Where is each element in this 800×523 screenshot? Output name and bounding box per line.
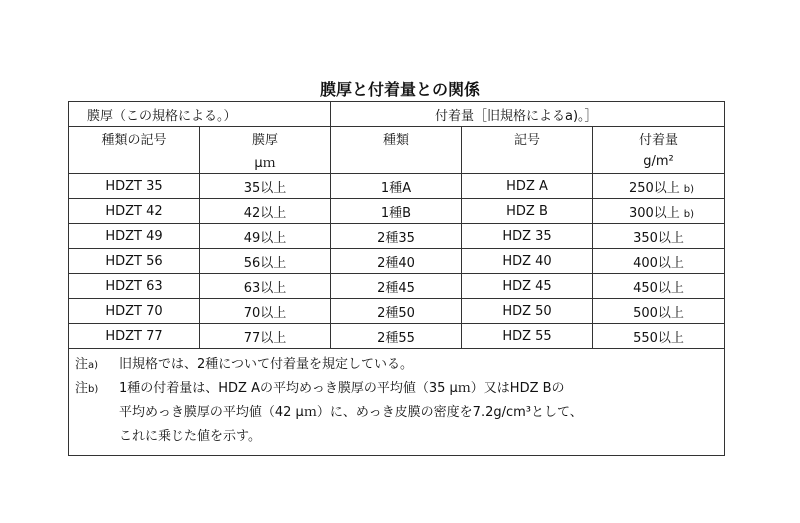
cell-thickness-value: 56以上 bbox=[243, 255, 287, 271]
cell-thickness bbox=[200, 174, 331, 199]
cell-old-type bbox=[331, 299, 462, 324]
cell-thickness-value: 35以上 bbox=[243, 180, 287, 196]
cell-mass-value: 300以上 bbox=[628, 205, 680, 221]
cell-old-type-value: 2種50 bbox=[377, 305, 415, 321]
cell-old-code-value: HDZ 45 bbox=[502, 278, 552, 294]
unit-row bbox=[69, 150, 725, 174]
cell-thickness bbox=[200, 224, 331, 249]
cell-old-code-value: HDZ B bbox=[506, 203, 548, 219]
cell-thickness-value: 70以上 bbox=[243, 305, 287, 321]
cell-old-type bbox=[331, 224, 462, 249]
cell-code bbox=[69, 249, 200, 274]
note-a-label: 注 bbox=[75, 357, 89, 372]
note-b-cont-1 bbox=[69, 401, 724, 425]
table-row bbox=[69, 249, 725, 274]
cell-thickness-value: 49以上 bbox=[243, 230, 287, 246]
cell-old-type-value: 2種35 bbox=[377, 230, 415, 246]
cell-mass-value: 400以上 bbox=[633, 255, 684, 271]
cell-thickness-value: 63以上 bbox=[243, 280, 287, 296]
cell-code bbox=[69, 324, 200, 349]
cell-thickness bbox=[200, 324, 331, 349]
cell-old-type-value: 1種A bbox=[380, 180, 412, 196]
unit-thickness: μｍ bbox=[200, 150, 331, 174]
unit-code bbox=[69, 150, 200, 174]
note-b-marker bbox=[75, 377, 98, 402]
cell-mass bbox=[593, 224, 725, 249]
cell-old-code-value: HDZ 50 bbox=[502, 303, 552, 319]
cell-old-type bbox=[331, 324, 462, 349]
column-header-old-type: 種類 bbox=[331, 127, 462, 151]
table-row bbox=[69, 199, 725, 224]
note-b-line1: 1種の付着量は、HDZ Aの平均めっき膜厚の平均値（35 μｍ）又はHDZ Bの bbox=[119, 381, 565, 396]
cell-code-value: HDZT 70 bbox=[105, 303, 163, 319]
thickness-mass-table bbox=[68, 101, 725, 456]
note-a-text: 旧規格では、2種について付着量を規定している。 bbox=[119, 357, 414, 372]
column-header-row bbox=[69, 127, 725, 151]
cell-old-code bbox=[462, 299, 593, 324]
unit-old-type bbox=[331, 150, 462, 174]
cell-mass bbox=[593, 199, 725, 224]
cell-old-code bbox=[462, 199, 593, 224]
note-a-marker bbox=[75, 353, 98, 378]
cell-mass-value: 550以上 bbox=[633, 330, 684, 346]
footnote-mark: b) bbox=[683, 183, 695, 195]
footnote-mark: b) bbox=[683, 208, 695, 220]
note-a bbox=[69, 353, 724, 377]
group-header-row bbox=[69, 102, 725, 127]
cell-mass bbox=[593, 174, 725, 199]
note-a-mark: a) bbox=[88, 360, 99, 371]
cell-old-type-value: 1種B bbox=[380, 205, 412, 221]
cell-thickness bbox=[200, 299, 331, 324]
table-title: 膜厚と付着量との関係 bbox=[319, 80, 480, 99]
cell-old-type bbox=[331, 174, 462, 199]
unit-old-code bbox=[462, 150, 593, 174]
cell-old-code bbox=[462, 324, 593, 349]
cell-thickness bbox=[200, 274, 331, 299]
cell-mass-value: 500以上 bbox=[633, 305, 684, 321]
note-b-line3: これに乗じた値を示す。 bbox=[119, 429, 261, 444]
cell-code-value: HDZT 49 bbox=[105, 228, 163, 244]
cell-mass bbox=[593, 324, 725, 349]
cell-old-type bbox=[331, 274, 462, 299]
cell-code bbox=[69, 224, 200, 249]
note-b-cont-2 bbox=[69, 425, 724, 449]
cell-old-code bbox=[462, 174, 593, 199]
table-row bbox=[69, 299, 725, 324]
column-header-mass: 付着量 bbox=[593, 127, 725, 151]
cell-old-code-value: HDZ 55 bbox=[502, 328, 552, 344]
column-header-old-code: 記号 bbox=[462, 127, 593, 151]
cell-thickness-value: 77以上 bbox=[243, 330, 287, 346]
column-header-code: 種類の記号 bbox=[69, 127, 200, 151]
cell-code-value: HDZT 35 bbox=[105, 178, 163, 194]
cell-thickness bbox=[200, 249, 331, 274]
unit-mass: g/m² bbox=[593, 150, 725, 174]
cell-mass-value: 350以上 bbox=[633, 230, 684, 246]
cell-old-code bbox=[462, 224, 593, 249]
table-row bbox=[69, 174, 725, 199]
cell-old-code-value: HDZ 35 bbox=[502, 228, 552, 244]
cell-old-type bbox=[331, 249, 462, 274]
cell-mass bbox=[593, 299, 725, 324]
cell-old-type-value: 2種55 bbox=[377, 330, 415, 346]
cell-old-code bbox=[462, 249, 593, 274]
cell-code-value: HDZT 42 bbox=[105, 203, 163, 219]
column-header-thickness: 膜厚 bbox=[200, 127, 331, 151]
cell-mass-value: 250以上 bbox=[628, 180, 680, 196]
cell-old-type-value: 2種40 bbox=[377, 255, 415, 271]
table-row bbox=[69, 274, 725, 299]
cell-old-code-value: HDZ 40 bbox=[502, 253, 552, 269]
cell-code bbox=[69, 199, 200, 224]
table-row bbox=[69, 324, 725, 349]
note-b bbox=[69, 377, 724, 401]
note-b-label: 注 bbox=[75, 381, 89, 396]
cell-old-type-value: 2種45 bbox=[377, 280, 415, 296]
cell-old-code bbox=[462, 274, 593, 299]
table-body bbox=[69, 174, 725, 349]
note-b-line2: 平均めっき膜厚の平均値（42 μｍ）に、めっき皮膜の密度を7.2g/cm³として、 bbox=[119, 405, 583, 420]
cell-thickness bbox=[200, 199, 331, 224]
notes-row bbox=[69, 349, 725, 456]
cell-mass-value: 450以上 bbox=[633, 280, 684, 296]
note-b-mark: b) bbox=[88, 384, 99, 395]
table-row bbox=[69, 224, 725, 249]
cell-code bbox=[69, 299, 200, 324]
cell-mass bbox=[593, 249, 725, 274]
notes-cell bbox=[69, 349, 725, 456]
cell-old-code-value: HDZ A bbox=[506, 178, 548, 194]
group-header-current: 膜厚（この規格による。） bbox=[69, 102, 331, 127]
cell-code-value: HDZT 63 bbox=[105, 278, 163, 294]
cell-code-value: HDZT 56 bbox=[105, 253, 163, 269]
cell-code bbox=[69, 274, 200, 299]
cell-mass bbox=[593, 274, 725, 299]
cell-code-value: HDZT 77 bbox=[105, 328, 163, 344]
cell-thickness-value: 42以上 bbox=[243, 205, 287, 221]
group-header-old: 付着量［旧規格によるa)。］ bbox=[331, 102, 725, 127]
cell-code bbox=[69, 174, 200, 199]
cell-old-type bbox=[331, 199, 462, 224]
